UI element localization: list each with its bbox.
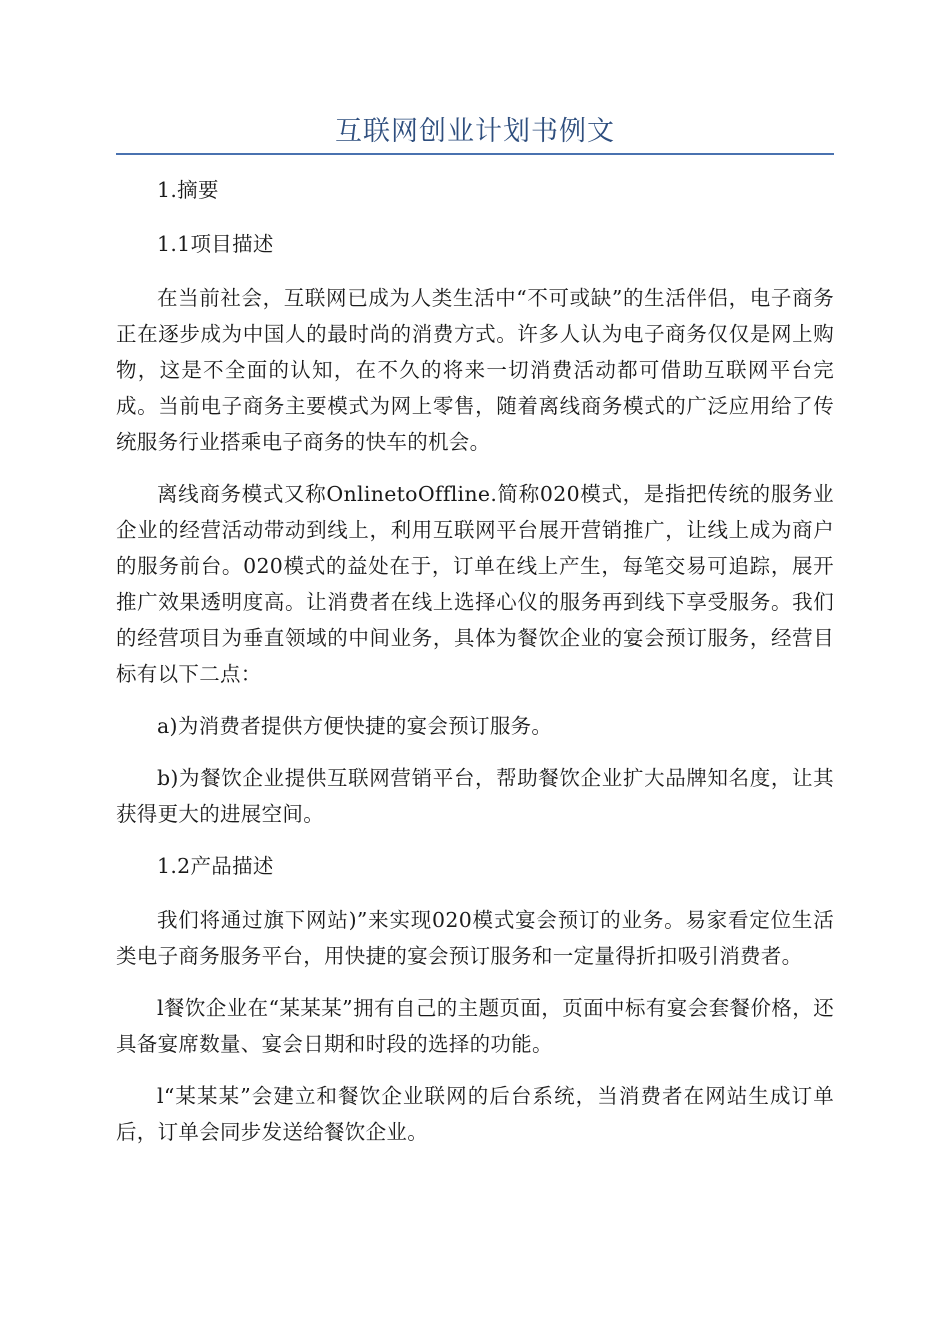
list-item: l“某某某”会建立和餐饮企业联网的后台系统，当消费者在网站生成订单后，订单会同步发送给餐饮企业。 bbox=[116, 1084, 834, 1144]
list-item: b)为餐饮企业提供互联网营销平台，帮助餐饮企业扩大品牌知名度，让其获得更大的进展空间。 bbox=[116, 766, 834, 826]
paragraph: 离线商务模式又称OnlinetoOffline.简称020模式，是指把传统的服务业企业的经营活动带动到线上，利用互联网平台展开营销推广，让线上成为商户的服务前台。020模式的益处在于，订单在线上产生，每笔交易可追踪，展开推广效果透明度高。让消费者在线上选择心仪的服务再到线下享受服务。我们的经营项目为垂直领域的中间业务，具体为餐饮企业的宴会预订服务，经营目标有以下二点： bbox=[116, 482, 834, 686]
list-item: l餐饮企业在“某某某”拥有自己的主题页面，页面中标有宴会套餐价格，还具备宴席数量、宴会日期和时段的选择的功能。 bbox=[116, 996, 834, 1056]
section-heading-product-description: 1.2产品描述 bbox=[157, 854, 274, 878]
document-body bbox=[116, 172, 834, 1166]
document-title: 互联网创业计划书例文 bbox=[335, 116, 615, 147]
paragraph: 在当前社会，互联网已成为人类生活中“不可或缺”的生活伴侣，电子商务正在逐步成为中国人的最时尚的消费方式。许多人认为电子商务仅仅是网上购物，这是不全面的认知，在不久的将来一切消费活动都可借助互联网平台完成。当前电子商务主要模式为网上零售，随着离线商务模式的广泛应用给了传统服务行业搭乘电子商务的快车的机会。 bbox=[116, 286, 834, 454]
paragraph: 我们将通过旗下网站)”来实现020模式宴会预订的业务。易家看定位生活类电子商务服务平台，用快捷的宴会预订服务和一定量得折扣吸引消费者。 bbox=[116, 908, 834, 968]
list-item: a)为消费者提供方便快捷的宴会预订服务。 bbox=[157, 714, 553, 738]
section-heading-summary: 1.摘要 bbox=[157, 178, 219, 202]
title-underline bbox=[116, 153, 834, 155]
section-heading-project-description: 1.1项目描述 bbox=[157, 232, 274, 256]
